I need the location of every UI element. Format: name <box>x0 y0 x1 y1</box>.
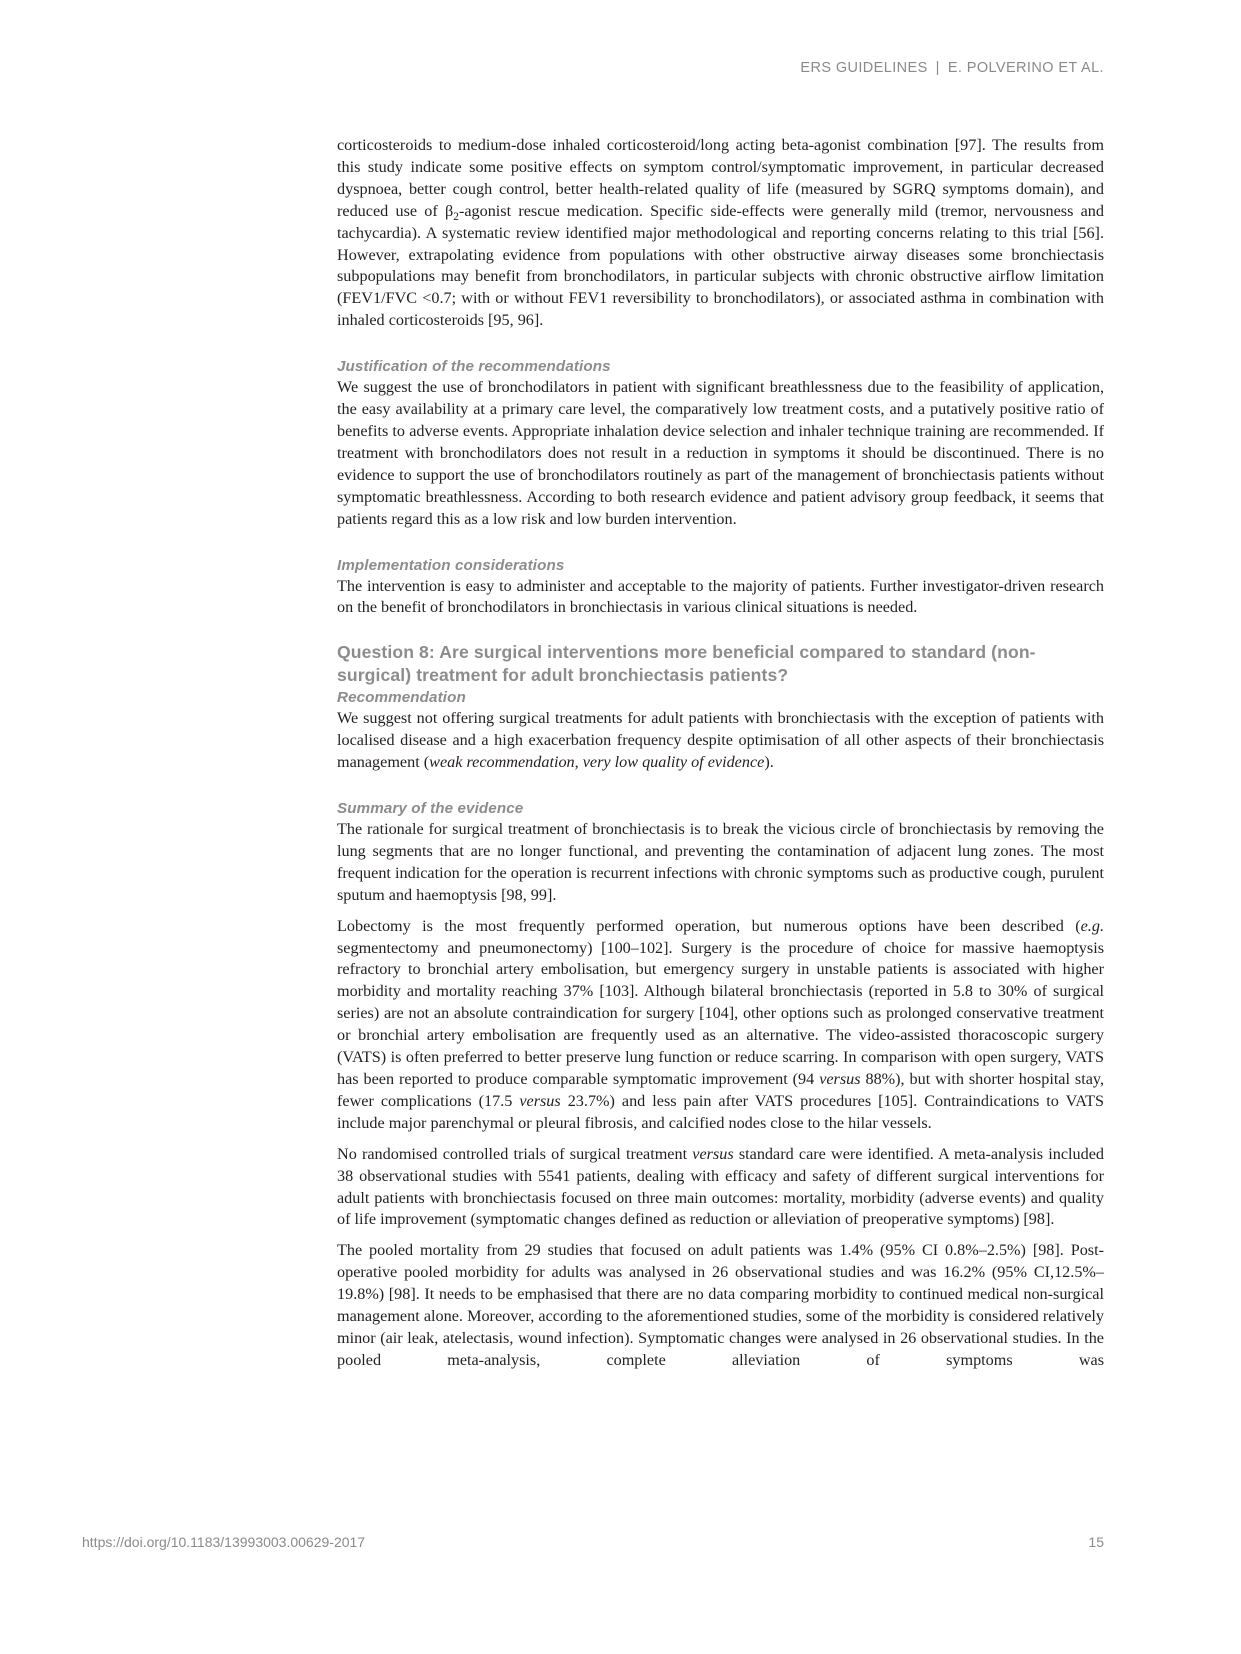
summary-paragraph-4: The pooled mortality from 29 studies that focused on adult patients was 1.4% (95% CI 0.8%–2.5%) [98]. Post-operative pooled morbidity for adults was analysed in 26 observational studies and was 16.2% (95% CI,12.5%–19.8%) [98]. It needs to be emphasised that there are no data comparing morbidity to continued medical non-surgical management alone. Moreover, according to the aforementioned studies, some of the morbidity is considered relatively minor (air leak, atelectasis, wound infection). Symptomatic changes were analysed in 26 observational studies. In the pooled meta-analysis, complete alleviation of symptoms was <box>337 1241 1104 1369</box>
p3-text-a: No randomised controlled trials of surgical treatment <box>337 1144 693 1163</box>
p3-versus: versus <box>692 1144 734 1163</box>
recommendation-text <box>337 708 1104 774</box>
page-number: 15 <box>1088 1534 1104 1550</box>
justification-heading: Justification of the recommendations <box>337 358 611 376</box>
recommendation-heading: Recommendation <box>337 689 466 707</box>
summary-paragraph-1: The rationale for surgical treatment of bronchiectasis is to break the vicious circle of bronchiectasis by removing the lung segments that are no longer functional, and preventing the contamination of adjacent lung zones. The most frequent indication for the operation is recurrent infections with chronic symptoms such as productive cough, purulent sputum and haemoptysis [98, 99]. <box>337 820 1104 904</box>
p2-text-d: 23.7%) and less pain after VATS procedures [105]. Contraindications to VATS include major parenchymal or pleural fibrosis, and calcified nodes close to the hilar vessels. <box>337 1091 1104 1132</box>
p3-text-b: standard care were identified. A meta-analysis included 38 observational studies with 5541 patients, dealing with efficacy and safety of different surgical interventions for adult patients with bronchiectasis focused on three main outcomes: mortality, morbidity (adverse events) and quality of life improvement (symptomatic changes defined as reduction or alleviation of preoperative symptoms) [98]. <box>337 1144 1104 1229</box>
authors: E. POLVERINO ET AL. <box>947 60 1104 76</box>
summary-paragraph-2 <box>337 916 1104 1135</box>
summary-paragraph-3 <box>337 1144 1104 1232</box>
summary-heading: Summary of the evidence <box>337 800 524 818</box>
journal-section: ERS GUIDELINES <box>800 60 928 76</box>
subscript: 2 <box>453 210 459 223</box>
justification-text: We suggest the use of bronchodilators in patient with significant breathlessness due to the feasibility of application, the easy availability at a primary care level, the comparatively low treatment costs, and a putatively positive ratio of benefits to adverse events. Appropriate inhalation device selection and inhaler technique training are recommended. If treatment with bronchodilators does not result in a reduction in symptoms it should be discontinued. There is no evidence to support the use of bronchodilators routinely as part of the management of bronchiectasis patients without symptomatic breathlessness. According to both research evidence and patient advisory group feedback, it seems that patients regard this as a low risk and low burden intervention. <box>337 378 1104 528</box>
main-text-column <box>337 135 1104 1372</box>
header-separator: | <box>935 60 940 76</box>
implementation-heading: Implementation considerations <box>337 556 565 574</box>
p2-text-c: 88%), but with shorter hospital stay, fewer complications (17.5 <box>337 1070 1104 1110</box>
p2-versus-2: versus <box>519 1091 561 1110</box>
p2-eg: e.g. <box>1080 916 1104 935</box>
recommendation-body: We suggest not offering surgical treatments for adult patients with bronchiectasis with the exception of patients with localised disease and a high exacerbation frequency despite optimisation of all other aspects of their bronchiectasis management ( <box>337 709 1104 772</box>
recommendation-end: ). <box>764 753 774 772</box>
p2-text-b: segmentectomy and pneumonectomy) [100–102]. Surgery is the procedure of choice for massive haemoptysis refractory to bronchial artery embolisation, but emergency surgery in unstable patients is associated with higher morbidity and mortality reaching 37% [103]. Although bilateral bronchiectasis (reported in 5.8 to 30% of surgical series) are not an absolute contraindication for surgery [104], other options such as prolonged conservative treatment or bronchial artery embolisation are frequently used as an alternative. The video-assisted thoracoscopic surgery (VATS) is often preferred to better preserve lung function or reduce scarring. In comparison with open surgery, VATS has been reported to produce comparable symptomatic improvement (94 <box>337 938 1104 1088</box>
intro-paragraph <box>337 135 1104 332</box>
doi-link[interactable]: https://doi.org/10.1183/13993003.00629-2017 <box>82 1534 366 1550</box>
question-8-section <box>337 641 1104 774</box>
p2-versus-1: versus <box>819 1070 861 1088</box>
intro-text-1: corticosteroids to medium-dose inhaled corticosteroid/long acting beta-agonist combination [97]. The results from this study indicate some positive effects on symptom control/symptomatic improvement, in particular decreased dyspnoea, better cough control, better health-related quality of life (measured by SGRQ symptoms domain), and reduced use of β <box>337 136 1104 220</box>
running-header <box>800 60 1104 76</box>
question-8-title: Question 8: Are surgical interventions more beneficial compared to standard (non-surgical) treatment for adult bronchiectasis patients? <box>337 642 1036 686</box>
recommendation-grade: weak recommendation, very low quality of evidence <box>429 753 765 772</box>
implementation-section <box>337 555 1104 620</box>
p2-text-a: Lobectomy is the most frequently performed operation, but numerous options have been described ( <box>337 916 1081 935</box>
implementation-text: The intervention is easy to administer and acceptable to the majority of patients. Further investigator-driven research on the benefit of bronchodilators in bronchiectasis in various clinical situations is needed. <box>337 576 1104 617</box>
summary-section <box>337 798 1104 1372</box>
intro-text-2: -agonist rescue medication. Specific side-effects were generally mild (tremor, nervousness and tachycardia). A systematic review identified major methodological and reporting concerns relating to this trial [56]. However, extrapolating evidence from populations with other obstructive airway diseases some bronchiectasis subpopulations may benefit from bronchodilators, in particular subjects with chronic obstructive airflow limitation (FEV1/FVC <0.7; with or without FEV1 reversibility to bronchodilators), or associated asthma in combination with inhaled corticosteroids [95, 96]. <box>337 201 1104 330</box>
justification-section <box>337 356 1104 530</box>
